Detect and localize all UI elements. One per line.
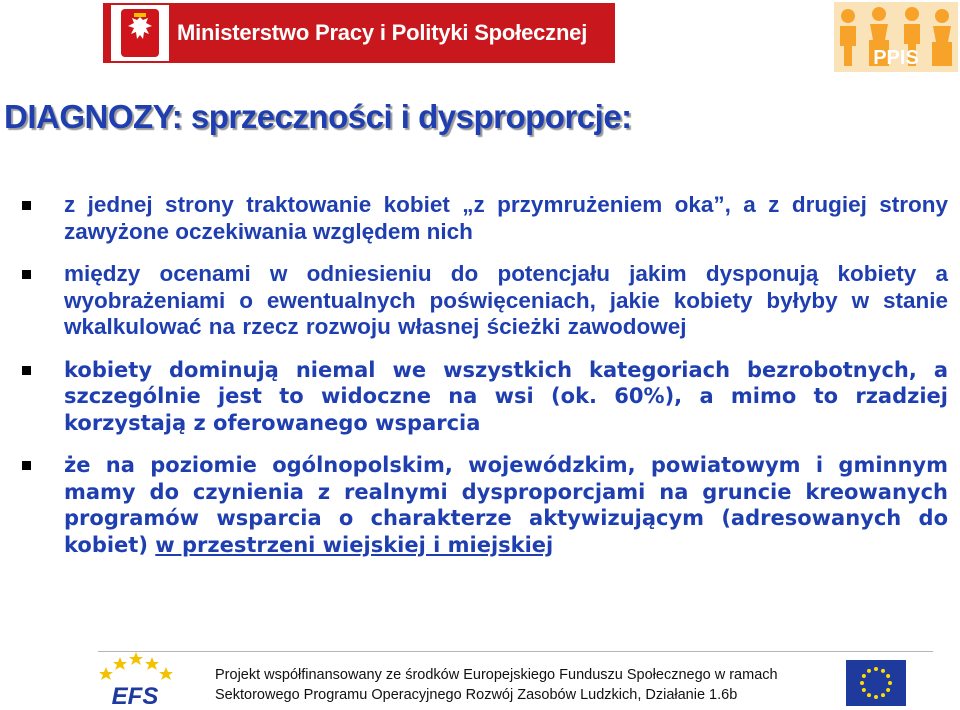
footer-divider [98, 651, 933, 652]
ppis-logo-text: PPIS [873, 47, 919, 69]
eu-star [881, 693, 885, 697]
eu-star [867, 693, 871, 697]
ppis-logo-icon [834, 2, 958, 72]
efs-logo-icon [94, 650, 176, 708]
eu-star [874, 667, 878, 671]
bullet-text: kobiety dominują niemal we wszystkich kategoriach bezrobotnych, a szczególnie jest to widoczne na wsi (ok. 60%), a mimo to rzadziej korzystają z oferowanego wsparcia [64, 357, 948, 435]
eu-star [862, 688, 866, 692]
eu-star [874, 695, 878, 699]
square-bullet-icon [22, 270, 31, 279]
bullet-item [22, 452, 948, 558]
efs-logo-text: EFS [111, 683, 159, 708]
bullet-text: że na poziomie ogólnopolskim, wojewódzkim, powiatowym i gminnym mamy do czynienia z realnymi dysproporcjami na gruncie kreowanych programów wsparcia o charakterze aktywizującym (adresowanych do kobiet) [64, 453, 948, 557]
bullet-item [22, 192, 948, 245]
ministry-banner [103, 3, 615, 63]
slide-title: DIAGNOZY: sprzeczności i dysproporcje: [4, 98, 632, 135]
bullet-text: między ocenami w odniesieniu do potencjału jakim dysponują kobiety a wyobrażeniami o ewentualnych poświęceniach, jakie kobiety byłyby w stanie wkalkulować na rzecz rozwoju własnej ścieżki zawodowej [64, 261, 948, 339]
footer-line-2: Sektorowego Programu Operacyjnego Rozwój Zasobów Ludzkich, Działanie 1.6b [215, 687, 738, 703]
eu-star [862, 674, 866, 678]
eu-star [867, 669, 871, 673]
eu-star [888, 681, 892, 685]
eu-star [886, 688, 890, 692]
bullet-item [22, 261, 948, 341]
eu-star [881, 669, 885, 673]
eu-flag-icon [846, 660, 906, 706]
ministry-name: Ministerstwo Pracy i Polityki Społecznej [177, 20, 588, 45]
bullet-list [22, 192, 948, 558]
underlined-text: w przestrzeni wiejskiej i miejskiej [155, 532, 554, 557]
bullet-item [22, 357, 948, 437]
eu-star [860, 681, 864, 685]
polish-eagle-emblem-icon [111, 5, 169, 61]
square-bullet-icon [22, 366, 31, 375]
square-bullet-icon [22, 461, 31, 470]
eu-star [886, 674, 890, 678]
footer-text [215, 665, 815, 705]
footer-line-1: Projekt współfinansowany ze środków Europejskiego Funduszu Społecznego w ramach [215, 667, 778, 683]
square-bullet-icon [22, 201, 31, 210]
bullet-text: z jednej strony traktowanie kobiet „z przymrużeniem oka”, a z drugiej strony zawyżone oczekiwania względem nich [64, 192, 948, 244]
